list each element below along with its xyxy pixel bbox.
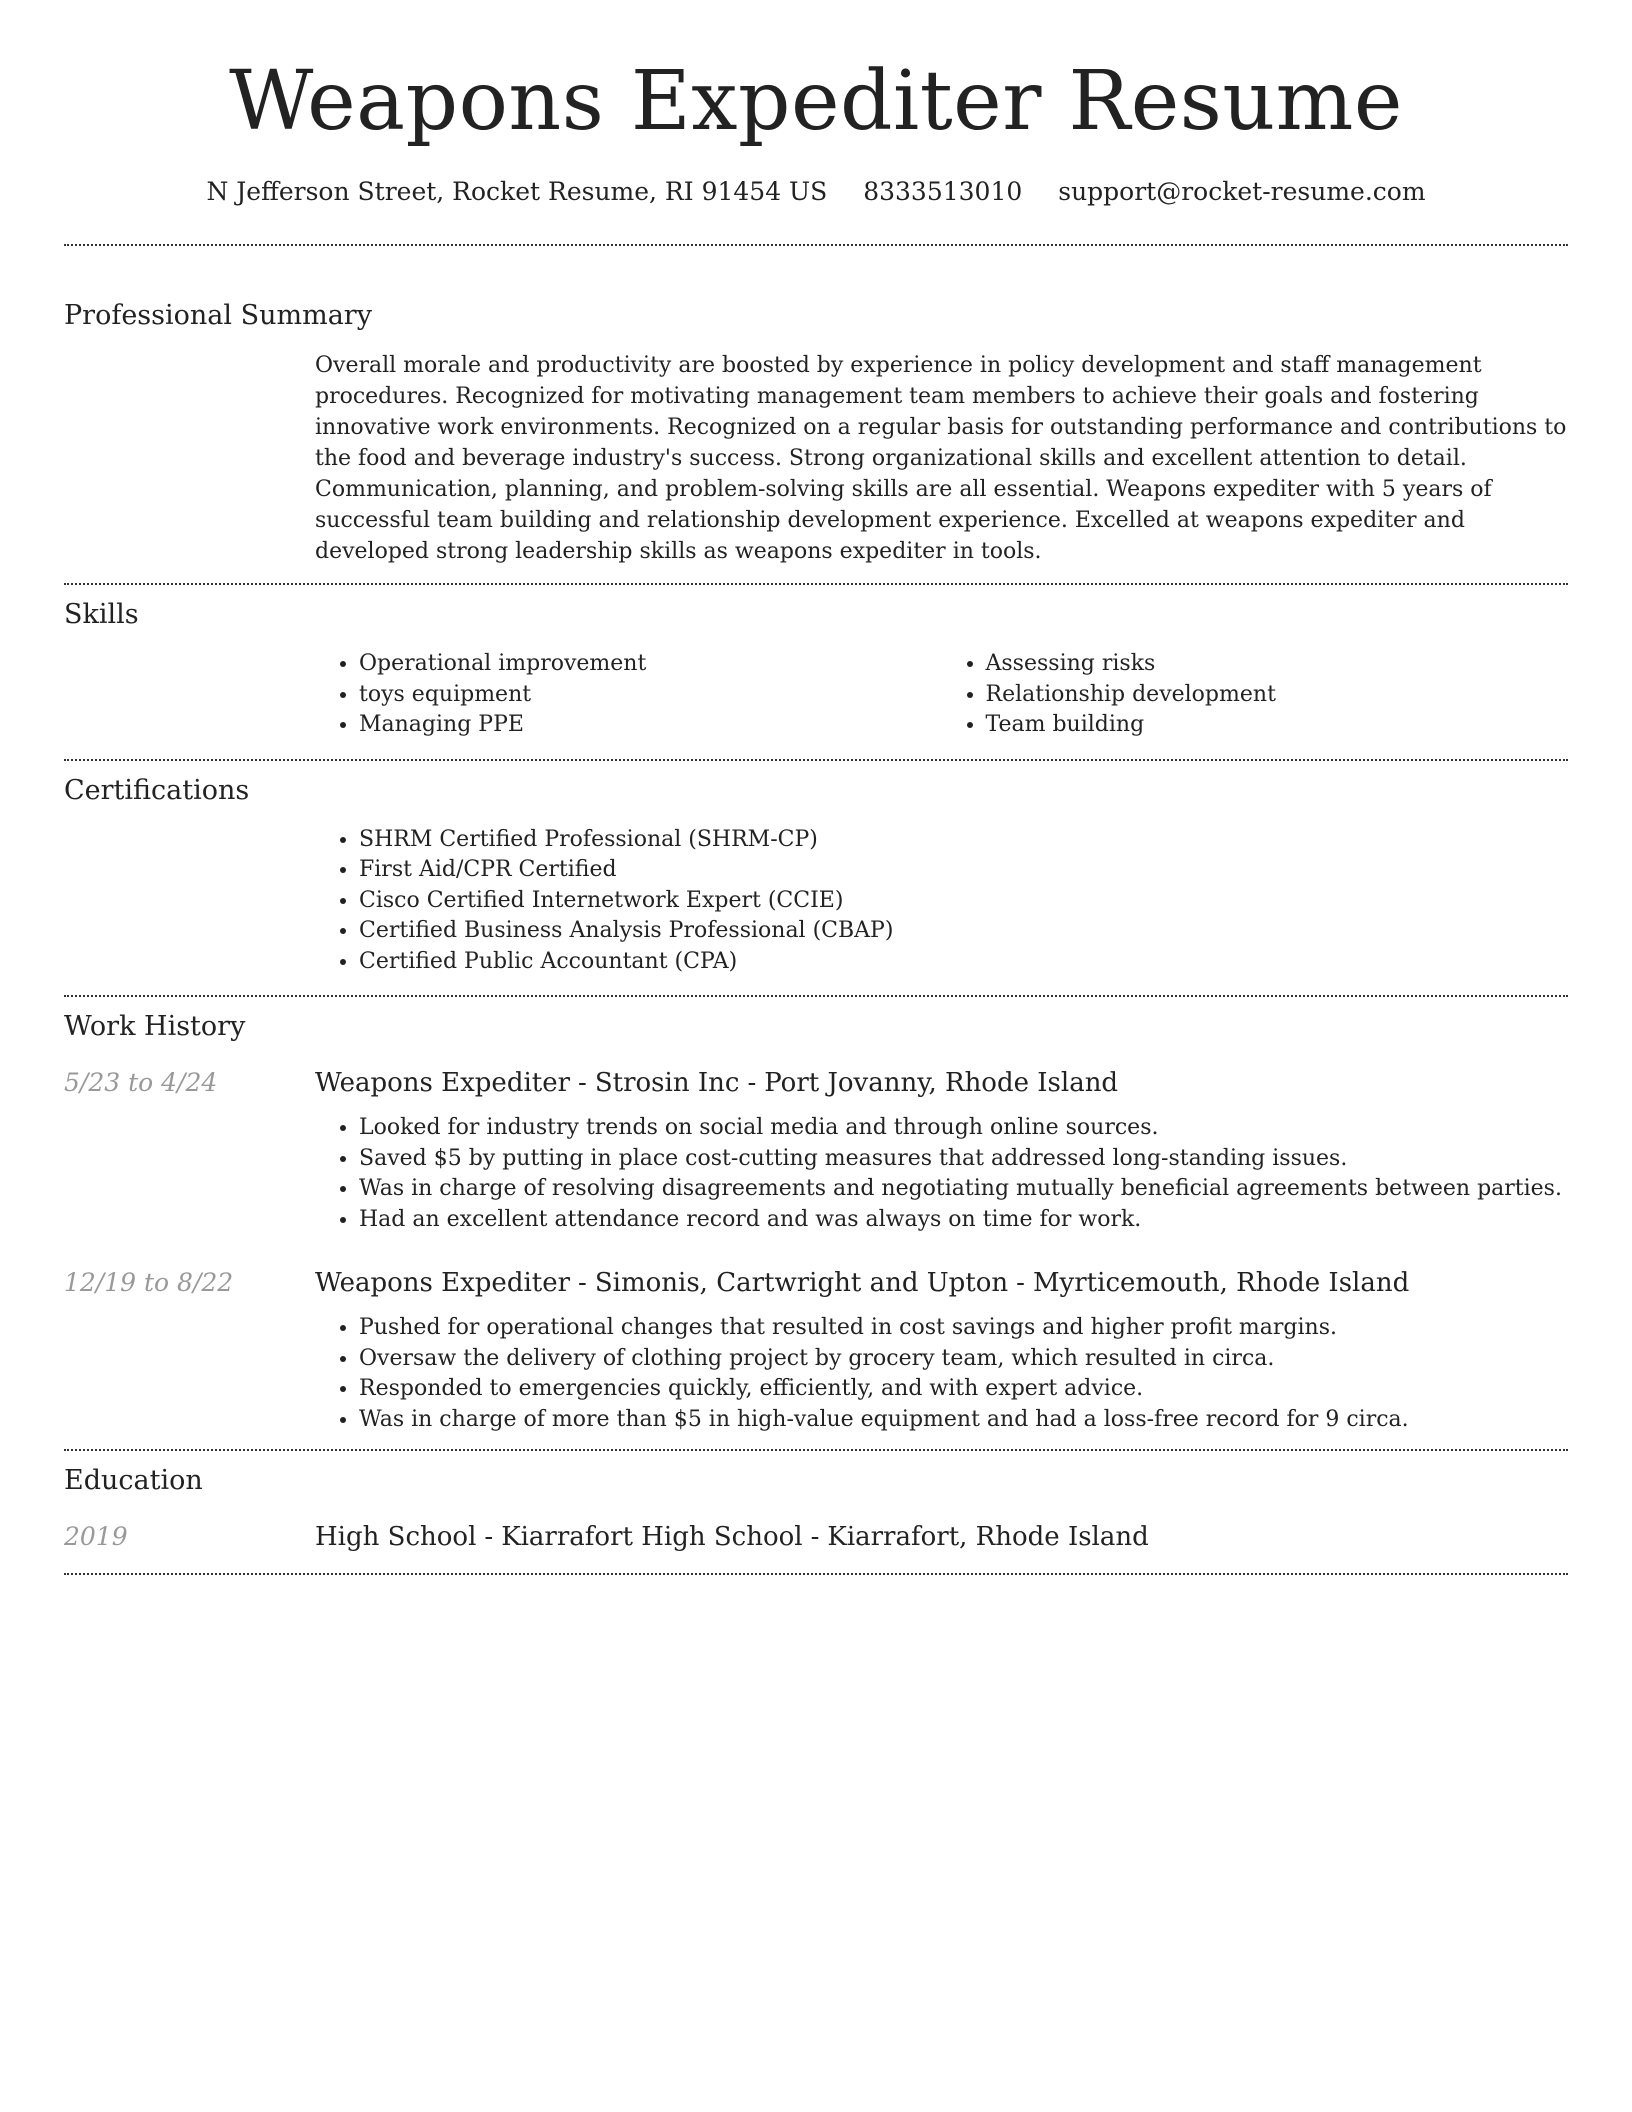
separator: - <box>484 1522 494 1552</box>
job-bullets <box>315 1113 1568 1235</box>
separator: - <box>747 1068 757 1098</box>
job-bullet: • Responded to emergencies quickly, efficiently, and with expert advice. <box>359 1374 1568 1405</box>
education-year: 2019 <box>64 1522 128 1551</box>
education-school: Kiarrafort High School <box>501 1522 803 1552</box>
education-location: Kiarrafort, Rhode Island <box>827 1522 1149 1552</box>
job-heading <box>315 1265 1568 1301</box>
skills-list-left <box>315 649 942 741</box>
contact-phone: 8333513010 <box>863 177 1023 206</box>
education-degree: High School <box>315 1522 477 1552</box>
contact-line <box>0 174 1632 210</box>
skills-list-right <box>942 649 1569 741</box>
work-history-heading: Work History <box>64 1011 246 1042</box>
job-entry <box>64 1065 1568 1235</box>
certification-item: • First Aid/CPR Certified <box>359 855 1568 886</box>
certifications-list <box>315 825 1568 978</box>
separator: - <box>578 1268 587 1298</box>
skills-section <box>64 585 1568 759</box>
summary-section <box>64 246 1568 583</box>
work-history-section <box>64 997 1568 1449</box>
job-bullet: • Oversaw the delivery of clothing project by grocery team, which resulted in circa. <box>359 1344 1568 1375</box>
job-company: Simonis, Cartwright and Upton <box>594 1268 1009 1298</box>
skills-heading: Skills <box>64 599 139 630</box>
skill-item: • Managing PPE <box>359 710 942 741</box>
job-bullet: • Saved $5 by putting in place cost-cutting measures that addressed long-standing issues. <box>359 1144 1568 1175</box>
job-bullet: • Pushed for operational changes that resulted in cost savings and higher profit margins. <box>359 1313 1568 1344</box>
job-heading <box>315 1065 1568 1101</box>
job-title: Weapons Expediter <box>315 1068 571 1098</box>
education-heading-line <box>315 1519 1568 1555</box>
job-bullets <box>315 1313 1568 1435</box>
summary-heading: Professional Summary <box>64 300 372 331</box>
separator: - <box>810 1522 820 1552</box>
divider <box>64 1573 1568 1575</box>
job-bullet: • Was in charge of more than $5 in high-value equipment and had a loss-free record for 9 circa. <box>359 1405 1568 1436</box>
skill-item: • toys equipment <box>359 680 942 711</box>
job-bullet: • Was in charge of resolving disagreements and negotiating mutually beneficial agreements between parties. <box>359 1174 1568 1205</box>
contact-address: N Jefferson Street, Rocket Resume, RI 91454 US <box>206 177 828 206</box>
skill-item: • Relationship development <box>986 680 1569 711</box>
job-dates: 5/23 to 4/24 <box>64 1068 218 1097</box>
education-entry <box>64 1519 1568 1555</box>
separator: - <box>1016 1268 1025 1298</box>
education-section <box>64 1451 1568 1573</box>
job-dates: 12/19 to 8/22 <box>64 1268 234 1297</box>
certifications-section <box>64 761 1568 996</box>
certification-item: • Certified Business Analysis Professional (CBAP) <box>359 916 1568 947</box>
resume-title: Weapons Expediter Resume <box>229 54 1403 149</box>
job-bullet: • Had an excellent attendance record and was always on time for work. <box>359 1205 1568 1236</box>
summary-text: Overall morale and productivity are boosted by experience in policy development and staff management procedures. Recognized for motivating management team members to achieve their goals and fostering innovative work environments. Recognized on a regular basis for outstanding performance and contributions to the food and beverage industry's success. Strong organizational skills and excellent attention to detail. Communication, planning, and problem-solving skills are all essential. Weapons expediter with 5 years of successful team building and relationship development experience. Excelled at weapons expediter and developed strong leadership skills as weapons expediter in tools. <box>315 353 1567 564</box>
education-heading: Education <box>64 1465 203 1496</box>
job-company: Strosin Inc <box>594 1068 740 1098</box>
certification-item: • SHRM Certified Professional (SHRM-CP) <box>359 825 1568 856</box>
certification-item: • Cisco Certified Internetwork Expert (CCIE) <box>359 886 1568 917</box>
job-bullet: • Looked for industry trends on social media and through online sources. <box>359 1113 1568 1144</box>
job-entry <box>64 1265 1568 1435</box>
certifications-heading: Certifications <box>64 774 250 806</box>
separator: - <box>578 1068 587 1098</box>
contact-email: support@rocket-resume.com <box>1058 177 1426 206</box>
skill-item: • Operational improvement <box>359 649 942 680</box>
skill-item: • Team building <box>986 710 1569 741</box>
job-location: Port Jovanny, Rhode Island <box>764 1068 1119 1098</box>
skill-item: • Assessing risks <box>986 649 1569 680</box>
job-title: Weapons Expediter <box>315 1268 571 1298</box>
job-location: Myrticemouth, Rhode Island <box>1032 1268 1410 1298</box>
certification-item: • Certified Public Accountant (CPA) <box>359 947 1568 978</box>
